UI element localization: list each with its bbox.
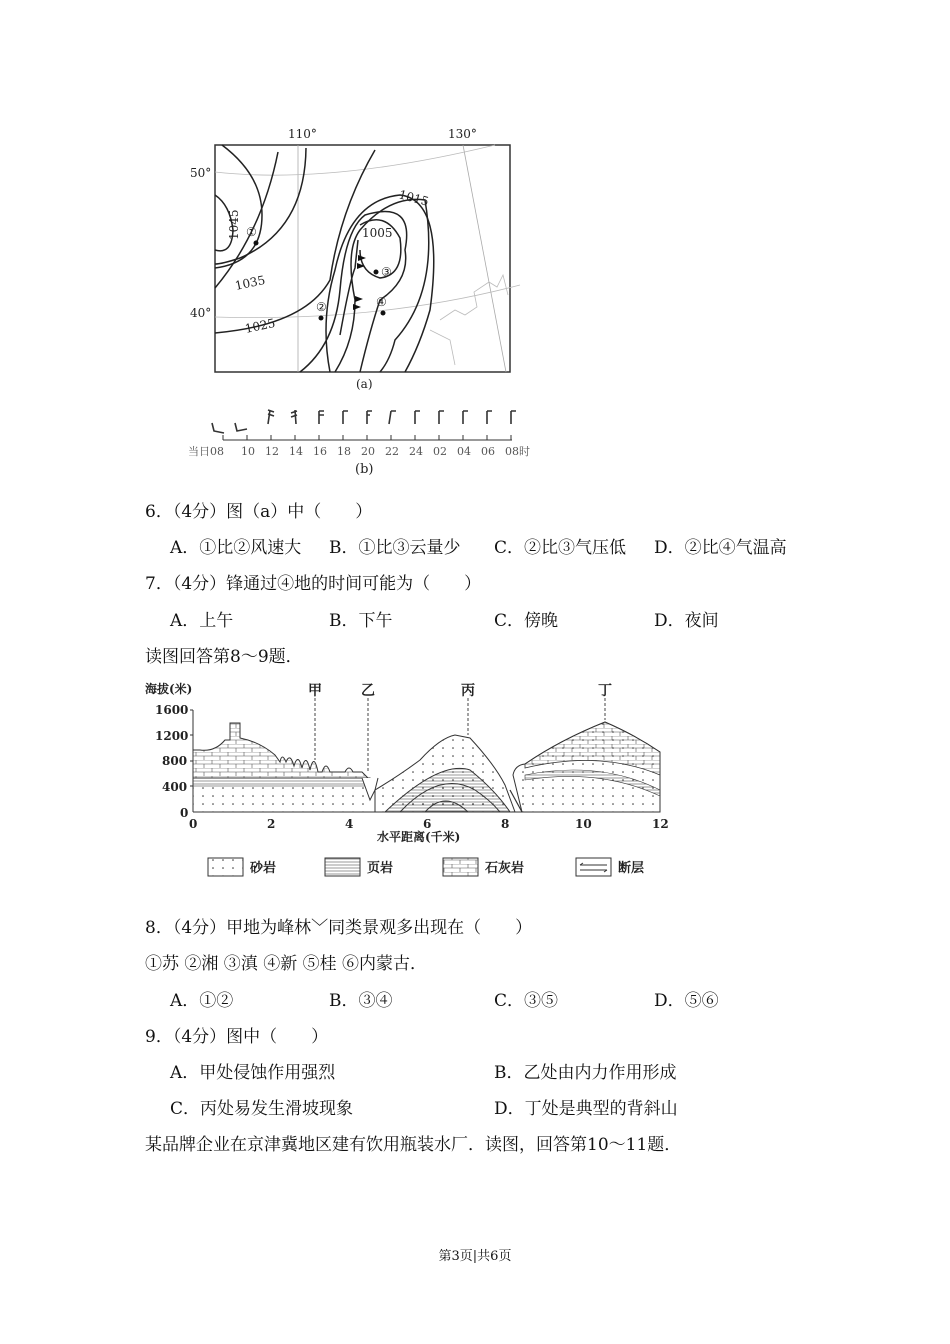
- page-footer: 第3页|共6页: [438, 1249, 512, 1264]
- point-1-label: ①: [246, 225, 257, 239]
- x-tick: 4: [345, 817, 354, 831]
- q6-option-d: D．②比④气温高: [654, 538, 787, 558]
- figure-b-caption: (b): [355, 462, 374, 477]
- q7-stem: 7．（4分）锋通过④地的时间可能为（ ）: [145, 574, 482, 594]
- time-label: 08: [505, 445, 519, 458]
- timeline-start-label: 当日08: [188, 445, 224, 458]
- wind-barb-icons: [212, 410, 516, 433]
- time-label: 02: [433, 445, 447, 458]
- legend-shale: 页岩: [367, 861, 394, 876]
- lat-label-40: 40°: [190, 306, 212, 320]
- site-ding: 丁: [598, 683, 612, 699]
- time-label: 04: [457, 445, 471, 458]
- q9-option-b: B．乙处由内力作用形成: [494, 1063, 677, 1083]
- point-4-label: ④: [376, 295, 387, 309]
- intro-10-11: 某品牌企业在京津冀地区建有饮用瓶装水厂．读图，回答第10～11题．: [145, 1135, 682, 1155]
- time-label: 14: [289, 445, 303, 458]
- q7-option-a: A．上午: [170, 611, 234, 631]
- x-tick: 0: [189, 817, 198, 831]
- q9-option-d: D．丁处是典型的背斜山: [494, 1099, 678, 1119]
- q6-option-b: B．①比③云量少: [329, 538, 461, 558]
- site-jia: 甲: [308, 683, 322, 699]
- figure-a-caption: (a): [356, 377, 373, 391]
- q8-option-d: D．⑤⑥: [654, 991, 719, 1011]
- q8-option-a: A．①②: [170, 991, 234, 1011]
- legend-fault: 断层: [618, 861, 645, 876]
- time-label: 06: [481, 445, 495, 458]
- time-unit-label: 时: [519, 445, 530, 458]
- q9-option-c: C．丙处易发生滑坡现象: [170, 1099, 354, 1119]
- y-tick: 1600: [155, 703, 189, 717]
- y-tick: 800: [162, 754, 188, 768]
- isobar-label-1025: 1025: [243, 315, 277, 336]
- time-label: 16: [313, 445, 327, 458]
- q6-option-a: A．①比②风速大: [170, 538, 302, 558]
- x-tick: 12: [652, 817, 669, 831]
- time-label: 12: [265, 445, 279, 458]
- isobar-label-1005: 1005: [362, 226, 393, 240]
- isobar-map-figure: [180, 120, 540, 395]
- legend-limestone: 石灰岩: [485, 861, 525, 876]
- site-bing: 丙: [461, 683, 475, 699]
- x-tick: 8: [501, 817, 510, 831]
- q6-option-c: C．②比③气压低: [494, 538, 627, 558]
- y-tick: 1200: [155, 729, 189, 743]
- lat-label-50: 50°: [190, 166, 212, 180]
- isobar-label-1035: 1035: [233, 272, 267, 293]
- y-tick: 400: [162, 780, 188, 794]
- q9-option-a: A．甲处侵蚀作用强烈: [170, 1063, 336, 1083]
- q8-option-c: C．③⑤: [494, 991, 559, 1011]
- x-tick: 2: [267, 817, 276, 831]
- point-3-label: ③: [381, 265, 392, 279]
- y-tick: 0: [180, 806, 189, 820]
- geologic-cross-section: [140, 675, 680, 885]
- q8-choices: ①苏 ②湘 ③滇 ④新 ⑤桂 ⑥内蒙古．: [145, 954, 428, 974]
- q6-stem: 6．（4分）图（a）中（ ）: [145, 502, 373, 522]
- time-label: 10: [241, 445, 255, 458]
- q8-option-b: B．③④: [329, 991, 393, 1011]
- x-tick: 10: [575, 817, 592, 831]
- time-label: 24: [409, 445, 423, 458]
- x-axis-title: 水平距离(千米): [377, 830, 461, 844]
- q7-option-c: C．傍晚: [494, 611, 559, 631]
- q9-stem: 9．（4分）图中（ ）: [145, 1027, 329, 1047]
- q7-option-d: D．夜间: [654, 611, 719, 631]
- lon-label-130: 130°: [448, 127, 477, 141]
- time-label: 20: [361, 445, 375, 458]
- q7-option-b: B．下午: [329, 611, 393, 631]
- point-2-label: ②: [316, 300, 327, 314]
- isobar-label-1045: 1045: [227, 209, 241, 240]
- isobar-label-1015: 1015: [397, 187, 431, 209]
- lon-label-110: 110°: [288, 127, 317, 141]
- wind-barb-timeline: [180, 400, 540, 485]
- time-label: 22: [385, 445, 399, 458]
- x-tick: 6: [423, 817, 432, 831]
- legend-sandstone: 砂岩: [250, 861, 277, 876]
- q8-stem: 8．（4分）甲地为峰林﹀同类景观多出现在（ ）: [145, 918, 533, 938]
- site-yi: 乙: [361, 683, 375, 699]
- y-axis-title: 海拔(米): [145, 682, 193, 696]
- intro-8-9: 读图回答第8～9题．: [145, 647, 303, 667]
- time-label: 18: [337, 445, 351, 458]
